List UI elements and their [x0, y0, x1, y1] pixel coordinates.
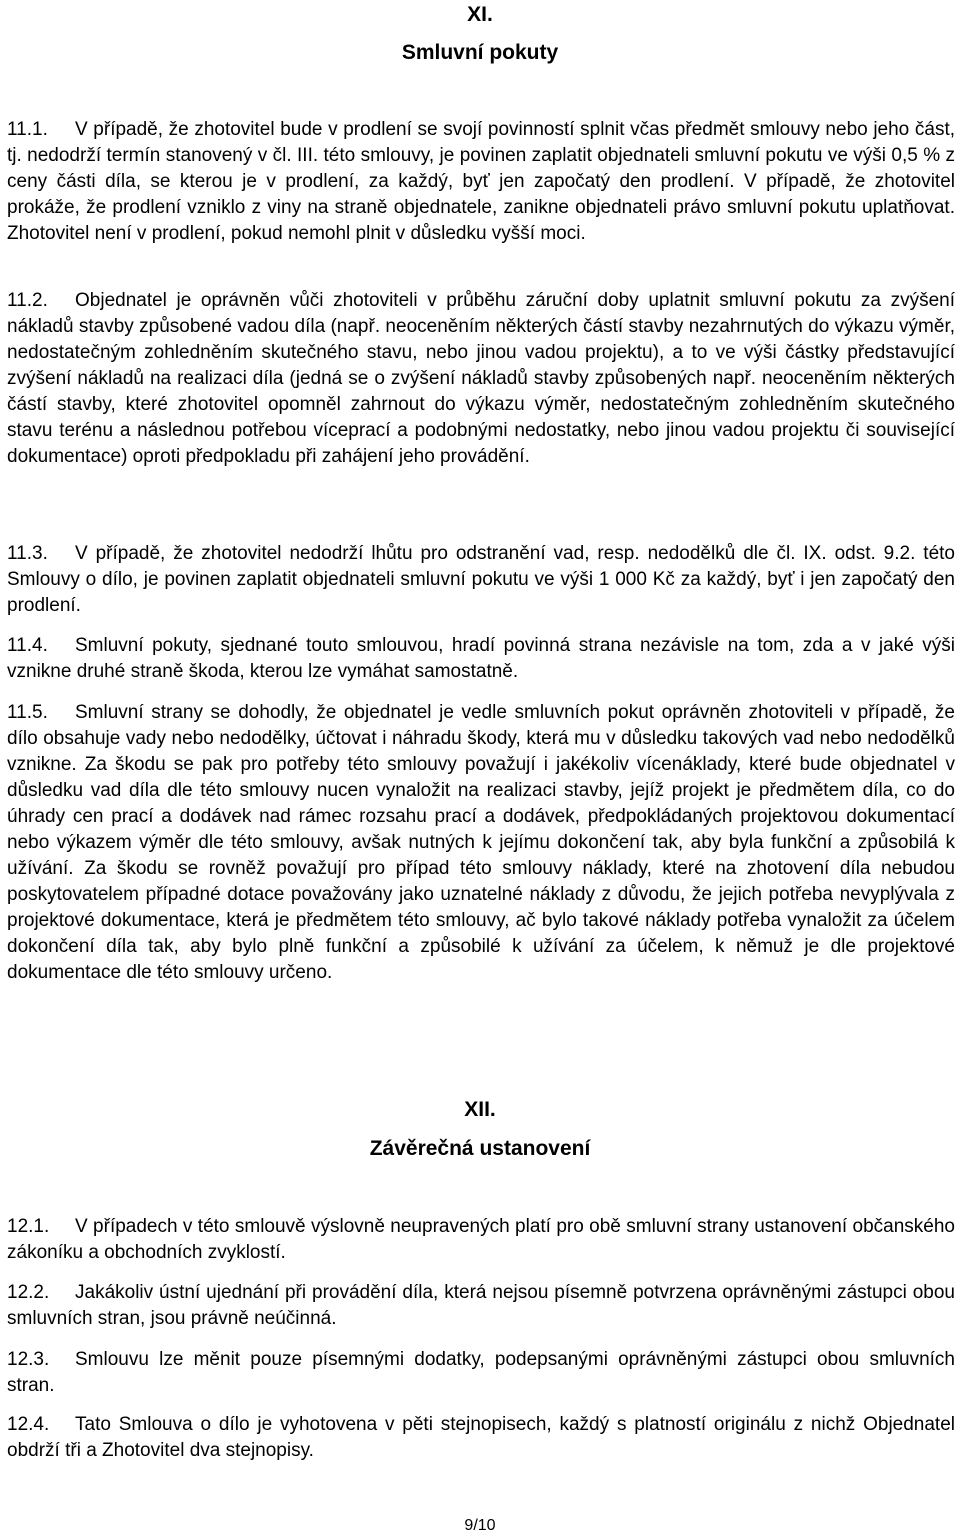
paragraph-number: 12.4.	[7, 1414, 50, 1435]
paragraph-text: V případech v této smlouvě výslovně neupravených platí pro obě smluvní strany ustanovení občanského zákoníku a obchodních zvyklostí.	[7, 1216, 955, 1263]
section-12-title: Závěrečná ustanovení	[369, 1137, 591, 1160]
paragraph-number: 12.3.	[7, 1349, 50, 1370]
paragraph-text: V případě, že zhotovitel nedodrží lhůtu pro odstranění vad, resp. nedodělků dle čl. IX. odst. 9.2. této Smlouvy o dílo, je povinen zaplatit objednateli smluvní pokutu ve výši 1 000 Kč za každý, byť i jen započatý den prodlení.	[7, 543, 955, 616]
paragraph-11-3	[7, 541, 955, 619]
paragraph-11-1	[7, 117, 955, 247]
paragraph-number: 12.2.	[7, 1282, 50, 1303]
paragraph-number: 11.5.	[7, 702, 48, 723]
paragraph-11-4	[7, 633, 955, 685]
section-12-number: XII.	[464, 1098, 496, 1121]
paragraph-text: Smlouvu lze měnit pouze písemnými dodatky, podepsanými oprávněnými zástupci obou smluvních stran.	[7, 1349, 955, 1396]
paragraph-number: 11.3.	[7, 543, 48, 564]
paragraph-11-5	[7, 700, 955, 986]
section-11-number: XI.	[467, 3, 493, 26]
paragraph-text: Smluvní pokuty, sjednané touto smlouvou, hradí povinná strana nezávisle na tom, zda a v jaké výši vznikne druhé straně škoda, kterou lze vymáhat samostatně.	[7, 635, 955, 682]
paragraph-text: Tato Smlouva o dílo je vyhotovena v pěti stejnopisech, každý s platností originálu z nichž Objednatel obdrží tři a Zhotovitel dva stejnopisy.	[7, 1414, 955, 1461]
paragraph-text: Objednatel je oprávněn vůči zhotoviteli v průběhu záruční doby uplatnit smluvní pokutu za zvýšení nákladů stavby způsobené vadou díla (např. neoceněním některých částí stavby nezahrnutých do výkazu výměr, nedostatečným zohledněním skutečného stavu, nebo jinou vadou projektu), a to ve výši částky představující zvýšení nákladů na realizaci díla (jedná se o zvýšení nákladů stavby způsobených např. neoceněním některých částí stavby, které zhotovitel opomněl zahrnout do výkazu výměr, nedostatečným zohledněním skutečného stavu terénu a následnou potřebou víceprací a podobnými nedostatky, nebo jinou vadou projektu či související dokumentace) oproti předpokladu při zahájení jeho provádění.	[7, 290, 955, 467]
paragraph-number: 11.2.	[7, 290, 48, 311]
paragraph-11-2	[7, 288, 955, 470]
paragraph-12-4	[7, 1412, 955, 1464]
paragraph-12-2	[7, 1280, 955, 1332]
section-11-title: Smluvní pokuty	[401, 41, 559, 64]
paragraph-text: V případě, že zhotovitel bude v prodlení se svojí povinností splnit včas předmět smlouvy nebo jeho část, tj. nedodrží termín stanovený v čl. III. této smlouvy, je povinen zaplatit objednateli smluvní pokutu ve výši 0,5 % z ceny části díla, se kterou je v prodlení, za každý, byť jen započatý den prodlení. V případě, že zhotovitel prokáže, že prodlení vzniklo z viny na straně objednatele, zanikne objednateli právo smluvní pokutu uplatňovat. Zhotovitel není v prodlení, pokud nemohl plnit v důsledku vyšší moci.	[7, 119, 955, 244]
paragraph-text: Smluvní strany se dohodly, že objednatel je vedle smluvních pokut oprávněn zhotoviteli v případě, že dílo obsahuje vady nebo nedodělky, účtovat i náhradu škody, která mu v důsledku takových vad nebo nedodělků vznikne. Za škodu se pak pro potřeby této smlouvy považují i jakékoliv vícenáklady, které bude objednatel v důsledku vad díla dle této smlouvy nucen vynaložit na realizaci stavby, jejíž projekt je předmětem díla, co do úhrady cen prací a dodávek nad rámec rozsahu prací a dodávek, předpokládaných projektovou dokumentací nebo výkazem výměr dle této smlouvy, avšak nutných k jejímu dokončení tak, aby byla funkční a způsobilá k užívání. Za škodu se rovněž považují pro případ této smlouvy náklady, které na zhotovení díla nebudou poskytovatelem případné dotace považovány jako uznatelné náklady z důvodu, že jejich potřeba nevyplývala z projektové dokumentace, která je předmětem této smlouvy, ač bylo takové náklady potřeba vynaložit za účelem dokončení díla tak, aby bylo plně funkční a způsobilé k užívání za účelem, k němuž je dle projektové dokumentace dle této smlouvy určeno.	[7, 702, 955, 983]
paragraph-12-1	[7, 1214, 955, 1266]
page-number: 9/10	[464, 1517, 496, 1534]
paragraph-text: Jakákoliv ústní ujednání při provádění díla, která nejsou písemně potvrzena oprávněnými zástupci obou smluvních stran, jsou právně neúčinná.	[7, 1282, 955, 1329]
paragraph-number: 12.1.	[7, 1216, 50, 1237]
paragraph-number: 11.4.	[7, 635, 48, 656]
paragraph-number: 11.1.	[7, 119, 48, 140]
paragraph-12-3	[7, 1347, 955, 1399]
